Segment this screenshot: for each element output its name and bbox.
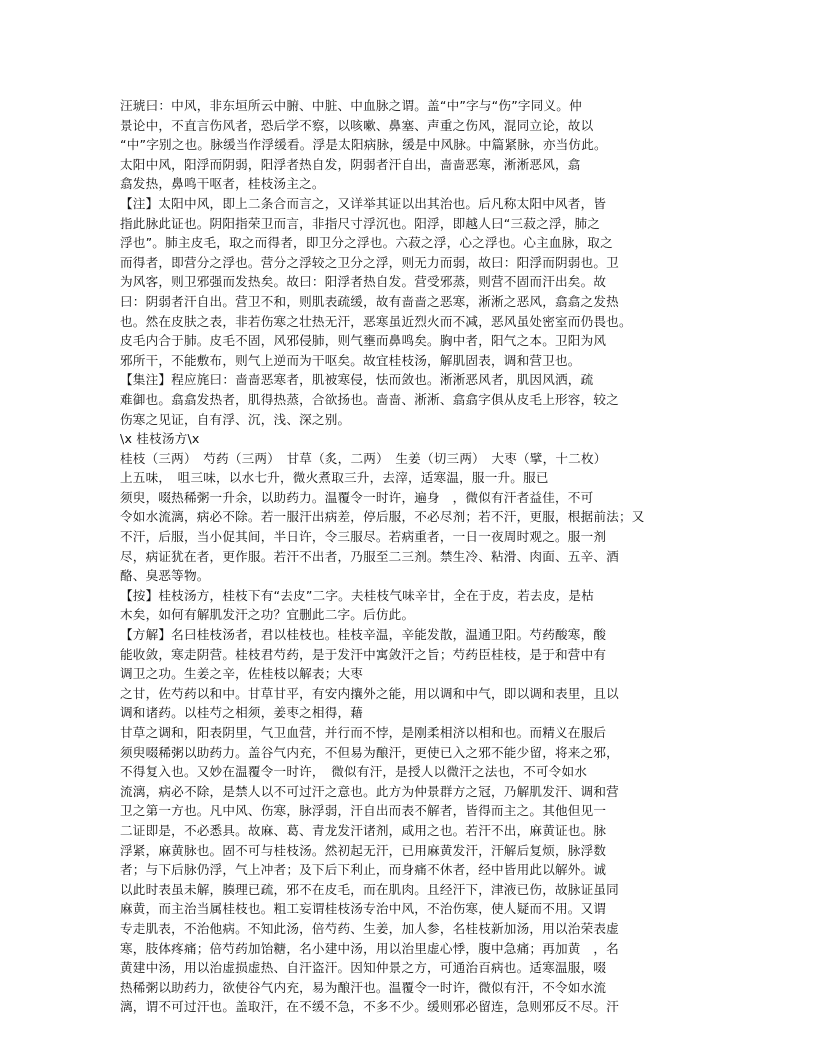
text-line: 能收敛，寒走阴营。桂枝君芍药，是于发汗中寓敛汗之旨；芍药臣桂枝，是于和营中有 <box>120 646 607 662</box>
text-line: 曰：阴弱者汗自出。营卫不和，则肌表疏缓，故有啬啬之恶寒，淅淅之恶风，翕翕之发热 <box>120 293 619 309</box>
text-line: 而得者，即营分之浮也。营分之浮较之卫分之浮，则无力而弱，故曰：阳浮而阴弱也。卫 <box>120 254 619 270</box>
text-line: 黄建中汤，用以治虚损虚热、自汗盗汗。因知仲景之方，可通治百病也。适寒温服，啜 <box>120 960 607 976</box>
text-line: 之甘，佐芍药以和中。甘草甘平，有安内攘外之能，用以调和中气，即以调和表里，且以 <box>120 685 619 701</box>
text-line: 须臾，啜热稀粥一升余，以助药力。温覆令一时许，遍身 ，微似有汗者益佳，不可 <box>120 489 594 505</box>
text-line: 【按】桂枝汤方，桂枝下有“去皮”二字。夫桂枝气味辛甘，全在于皮，若去皮，是枯 <box>120 587 595 603</box>
text-line: \x 桂枝汤方\x <box>120 431 200 447</box>
text-line: 寒，肢体疼痛；倍芍药加饴糖，名小建中汤，用以治里虚心悸，腹中急痛；再加黄 ，名 <box>120 940 619 956</box>
text-line: 【方解】名曰桂枝汤者，君以桂枝也。桂枝辛温，辛能发散，温通卫阳。芍药酸寒，酸 <box>120 627 607 643</box>
text-line: 浮也”。肺主皮毛，取之而得者，即卫分之浮也。六菽之浮，心之浮也。心主血脉，取之 <box>120 235 613 251</box>
text-line: 不得复入也。又妙在温覆令一时许， 微似有汗，是授人以微汗之法也，不可令如水 <box>120 764 588 780</box>
text-line: 不汗，后服，当小促其间，半日许，令三服尽。若病重者，一日一夜周时观之。服一剂 <box>120 529 607 545</box>
text-line: 上五味， 咀三味，以水七升，微火煮取三升，去滓，适寒温，服一升。服已 <box>120 470 549 486</box>
text-line: 令如水流漓，病必不除。若一服汗出病差，停后服，不必尽剂；若不汗，更服，根据前法；又 <box>120 509 645 525</box>
text-line: 木矣，如何有解肌发汗之功？宜删此二字。后仿此。 <box>120 607 415 623</box>
text-line: 指此脉此证也。阴阳指荣卫而言，非指尺寸浮沉也。阳浮，即越人曰“三菽之浮，肺之 <box>120 215 601 231</box>
text-line: 皮毛内合于肺。皮毛不固，风邪侵肺，则气壅而鼻鸣矣。胸中者，阳气之本。卫阳为风 <box>120 333 607 349</box>
body-text <box>120 96 668 1017</box>
text-line: 调卫之功。生姜之辛，佐桂枝以解表；大枣 <box>120 666 364 682</box>
text-line: 须臾啜稀粥以助药力。盖谷气内充，不但易为酿汗，更使已入之邪不能少留，将来之邪， <box>120 744 619 760</box>
text-line: 难御也。翕翕发热者，肌得热蒸，合欲扬也。啬啬、淅淅、翕翕字俱从皮毛上形容，较之 <box>120 391 619 407</box>
text-line: 伤寒之见证，自有浮、沉，浅、深之别。 <box>120 411 351 427</box>
text-line: 麻黄，而主治当属桂枝也。粗工妄谓桂枝汤专治中风，不治伤寒，使人疑而不用。又谓 <box>120 901 607 917</box>
text-line: 流漓，病必不除，是禁人以不可过汗之意也。此方为仲景群方之冠，乃解肌发汗、调和营 <box>120 783 619 799</box>
text-line: 甘草之调和，阳表阴里，气卫血营，并行而不悖，是刚柔相济以相和也。而精义在服后 <box>120 725 607 740</box>
text-line: 以此时表虽未解，腠理已疏，邪不在皮毛，而在肌肉。且经汗下，津液已伤，故脉证虽同 <box>120 881 619 897</box>
text-line: 热稀粥以助药力，欲使谷气内充，易为酿汗也。温覆令一时许，微似有汗，不令如水流 <box>120 979 607 995</box>
text-line: 也。然在皮肤之表，非若伤寒之壮热无汗，恶寒虽近烈火而不减，恶风虽处密室而仍畏也。 <box>120 313 632 329</box>
text-line: 二证即是，不必悉具。故麻、葛、青龙发汗诸剂，咸用之也。若汗不出，麻黄证也。脉 <box>120 822 607 838</box>
text-line: 为风客，则卫邪强而发热矣。故曰：阳浮者热自发。营受邪蒸，则营不固而汗出矣。故 <box>120 274 607 290</box>
text-line: 浮紧，麻黄脉也。固不可与桂枝汤。然初起无汗，已用麻黄发汗，汗解后复烦，脉浮数 <box>120 842 607 858</box>
text-line: 专走肌表，不治他病。不知此汤，倍芍药、生姜，加人参，名桂枝新加汤，用以治荣表虚 <box>120 920 619 936</box>
text-line: 调和诸药。以桂芍之相须，姜枣之相得，藉 <box>120 705 364 721</box>
text-line: 太阳中风，阳浮而阴弱，阳浮者热自发，阴弱者汗自出，啬啬恶寒，淅淅恶风，翕 <box>120 156 581 172</box>
text-line: “中”字别之也。脉缓当作浮缓看。浮是太阳病脉，缓是中风脉。中篇紧脉，亦当仿此。 <box>120 137 607 153</box>
text-line: 者；与下后脉仍浮，气上冲者；及下后下利止，而身痛不休者，经中皆用此以解外。诚 <box>120 862 607 878</box>
text-line: 邪所干，不能敷布，则气上逆而为干呕矣。故宜桂枝汤，解肌固表，调和营卫也。 <box>120 352 581 368</box>
text-line: 翕发热，鼻鸣干呕者，桂枝汤主之。 <box>120 176 325 192</box>
text-line: 汪琥曰：中风，非东垣所云中腑、中脏、中血脉之谓。盖“中”字与“伤”字同义。仲 <box>120 98 582 113</box>
text-line: 【注】太阳中风，即上二条合而言之，又详举其证以出其治也。后凡称太阳中风者，皆 <box>120 195 607 211</box>
text-line: 酪、臭恶等物。 <box>120 568 210 584</box>
text-line: 尽，病证犹在者，更作服。若汗不出者，乃服至二三剂。禁生冷、粘滑、肉面、五辛、酒 <box>120 548 619 564</box>
text-line: 景论中，不直言伤风者，恐后学不察，以咳嗽、鼻塞、声重之伤风，混同立论，故以 <box>120 117 594 133</box>
text-line: 卫之第一方也。凡中风、伤寒，脉浮弱，汗自出而表不解者，皆得而主之。其他但见一 <box>120 803 607 819</box>
text-line: 桂枝（三两） 芍药（三两） 甘草（炙，二两） 生姜（切三两） 大枣（擘，十二枚） <box>120 450 607 466</box>
text-line: 漓，谓不可过汗也。盖取汗，在不缓不急，不多不少。缓则邪必留连，急则邪反不尽。汗 <box>120 999 619 1015</box>
text-line: 【集注】程应旄曰：啬啬恶寒者，肌被寒侵，怯而敛也。淅淅恶风者，肌因风洒，疏 <box>120 372 594 388</box>
